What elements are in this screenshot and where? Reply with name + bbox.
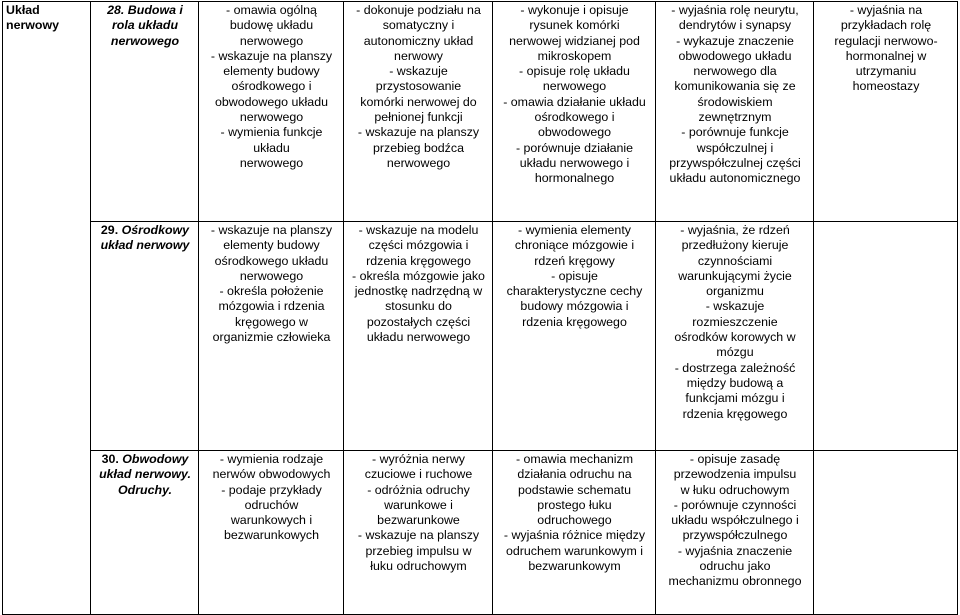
requirement-line: nerwowego [239,110,304,125]
requirement-line: - określa mózgowie jako [352,268,485,283]
requirement-line: - wskazuje na planszy [357,528,480,543]
requirement-line: czynnościami [697,253,773,268]
table-row [3,2,958,222]
requirement-line: prostego łuku [537,497,612,512]
requirements-cell [656,222,814,451]
requirement-line: - dostrzega zależność [674,360,796,375]
topic-number: 30. [101,452,119,466]
requirement-line: - wskazuje na planszy [357,125,480,140]
requirement-line: odruchowego [537,513,612,528]
requirement-line: - wykonuje i opisuje [520,3,629,17]
requirement-line: stosunku do [385,299,452,314]
requirement-line: przykładach rolę [840,18,932,33]
requirement-line: ośrodkowego i [534,110,615,125]
table-row [3,222,958,451]
requirement-line: środowiskiem [697,94,773,109]
requirement-line: układu nerwowego [366,330,471,345]
requirement-line: nerwowej widzianej pod [509,33,640,48]
topic-title-line: Budowa i [127,3,183,17]
requirement-line: somatyczny i [382,18,455,33]
requirement-line: rdzenia kręgowego [522,314,627,329]
requirement-line: - wyjaśnia na [849,3,923,17]
requirement-line: - wskazuje na planszy [210,223,333,237]
requirement-line: współczulnej i [696,140,774,155]
requirement-line: - wyjaśnia znaczenie [677,543,793,558]
requirement-line: obwodowego układu [215,94,328,109]
requirement-line: - wymienia elementy [518,223,631,237]
requirement-line: obwodowego [537,125,612,140]
requirement-line: pełnionej funkcji [374,110,463,125]
requirement-line: bezwarunkowych [223,528,320,543]
requirement-line: - wskazuje na modelu [358,223,479,237]
requirement-line: między budową a [686,375,784,390]
requirement-line: - opisuje zasadę [689,452,781,466]
requirement-line: - określa położenie [219,284,324,299]
requirement-line: kręgowego w [234,314,308,329]
requirement-line: - porównuje funkcje [681,125,789,140]
requirement-line: w łuku odruchowym [680,482,790,497]
requirement-line: - wyjaśnia różnice między [503,528,646,543]
requirement-line: - wskazuje [389,64,448,79]
table-row [3,451,958,615]
requirement-line: nerwowy [394,48,443,63]
requirement-line: rozmieszczenie [692,314,778,329]
requirements-cell [199,2,344,222]
requirements-cell [344,222,493,451]
requirements-cell [814,2,958,222]
requirement-line: - wskazuje na planszy [210,48,333,63]
topic-number: 29. [100,223,119,237]
requirement-line: - opisuje rolę układu [519,64,630,79]
requirement-line: mózgu [716,345,754,360]
topic-cell [91,451,199,615]
requirement-line: hormonalnego [534,171,615,186]
requirement-line: przewodzenia impulsu [673,467,797,482]
requirement-line: utrzymaniu [855,64,917,79]
requirement-line: budowy mózgowia i [520,299,629,314]
requirement-line: rysunek komórki [529,18,620,33]
requirement-line: działania odruchu na [517,467,632,482]
requirement-line: komunikowania się ze [674,79,796,94]
requirement-line: przywspółczulnej części [669,155,801,170]
topic-number: 28. [107,3,125,17]
requirement-line: obwodowego układu [678,48,792,63]
requirement-line: - wyjaśnia rolę neurytu, [671,3,799,17]
requirement-line: - omawia działanie układu [503,94,646,109]
requirement-line: organizmu [706,284,764,299]
requirement-line: - omawia ogólną [226,3,317,17]
requirement-line: mikroskopem [537,48,612,63]
requirement-line: przebieg bodźca [373,140,464,155]
requirements-cell [199,451,344,615]
requirements-cell [656,2,814,222]
curriculum-table [2,1,958,615]
requirement-line: - opisuje [551,268,598,283]
requirement-line: - podaje przykłady [221,482,322,497]
requirement-line: - odróżnia odruchy [367,482,470,497]
requirement-line: - wymienia rodzaje [219,452,324,466]
requirements-cell [814,222,958,451]
requirement-line: odruchu jako [699,559,771,574]
requirement-line: - wyjaśnia, że rdzeń [680,223,790,237]
requirement-line: zewnętrznym [698,110,772,125]
requirement-line: - wyróżnia nerwy [372,452,465,466]
requirements-cell [493,222,656,451]
requirement-line: komórki nerwowej do [360,94,477,109]
topic-cell [91,222,199,451]
requirement-line: elementy budowy [223,64,320,79]
requirement-line: odruchów [244,497,299,512]
topic-title-line: Ośrodkowy [121,223,190,237]
requirement-line: - omawia mechanizm [515,452,634,466]
requirement-line: nerwowego [386,155,451,170]
requirement-line: mózgowia i rdzenia [218,299,325,314]
requirements-cell [344,2,493,222]
requirement-line: łuku odruchowym [370,559,467,574]
topic-title-line: rola układu [111,18,179,33]
requirement-line: - wykazuje znaczenie [676,33,794,48]
requirement-line: hormonalnej w [845,48,927,63]
requirement-line: odruchem warunkowym i [505,543,644,558]
requirement-line: nerwowego [239,155,304,170]
requirement-line: układu nerwowego i [519,155,630,170]
requirement-line: bezwarunkowe [377,513,460,528]
requirements-cell [814,451,958,615]
section-label-line: Układ [6,3,40,17]
requirement-line: układu [253,140,290,155]
requirement-line: warunkowych i [230,513,313,528]
requirement-line: warunkującymi życie [678,268,792,283]
requirement-line: rdzenia kręgowego [366,253,471,268]
topic-title-line: nerwowego [110,33,180,48]
topic-title-line: Odruchy. [118,482,172,497]
requirement-line: - porównuje czynności [673,497,797,512]
requirement-line: - porównuje działanie [515,140,634,155]
requirement-line: mechanizmu obronnego [668,574,802,589]
requirement-line: autonomiczny układ [363,33,474,48]
requirements-cell [344,451,493,615]
topic-title-line: układ nerwowy [100,238,190,253]
requirement-line: - dokonuje podziału na [356,3,481,17]
requirement-line: przebieg impulsu w [365,543,472,558]
requirement-line: - wymienia funkcje [220,125,323,140]
requirement-line: pozostałych części [366,314,471,329]
requirement-line: jednostkę nadrzędną w [354,284,483,299]
requirement-line: części mózgowia i [368,238,469,253]
requirement-line: nerwowego [239,268,304,283]
requirement-line: funkcjami mózgu i [685,391,785,406]
requirement-line: chroniące mózgowie i [514,238,635,253]
requirement-line: warunkowe i [384,497,453,512]
requirement-line: ośrodkowego i [231,79,312,94]
requirement-line: bezwarunkowym [528,559,621,574]
requirement-line: czuciowe i ruchowe [364,467,473,482]
requirements-cell [199,222,344,451]
requirement-line: układu autonomicznego [669,171,801,186]
requirement-line: elementy budowy [223,238,320,253]
requirement-line: - wskazuje [705,299,765,314]
requirement-line: przywspółczulnego [682,528,788,543]
requirement-line: ośrodkowego układu [214,253,329,268]
requirements-cell [493,451,656,615]
section-label [3,2,91,615]
requirement-line: budowę układu [229,18,314,33]
requirement-line: nerwów obwodowych [212,467,331,482]
requirement-line: dendrytów i synapsy [678,18,792,33]
topic-title-line: układ nerwowy. [99,467,191,482]
requirements-cell [493,2,656,222]
requirement-line: rdzenia kręgowego [682,406,788,421]
requirement-line: przedłużony kieruje [681,238,789,253]
requirement-line: nerwowego [542,79,607,94]
requirement-line: organizmie człowieka [212,330,331,345]
requirement-line: nerwowego dla [693,64,777,79]
requirement-line: regulacji nerwowo- [834,33,938,48]
requirement-line: układu współczulnego i [671,513,799,528]
requirement-line: nerwowego [239,33,304,48]
requirement-line: przystosowanie [375,79,462,94]
requirements-cell [656,451,814,615]
requirement-line: podstawie schematu [518,482,631,497]
requirement-line: charakterystyczne cechy [506,284,643,299]
requirement-line: homeostazy [852,79,920,94]
requirement-line: rdzeń kręgowy [534,253,615,268]
section-label-line: nerwowy [6,18,60,33]
requirement-line: ośrodków korowych w [674,330,796,345]
topic-title-line: Obwodowy [122,452,189,466]
topic-cell [91,2,199,222]
